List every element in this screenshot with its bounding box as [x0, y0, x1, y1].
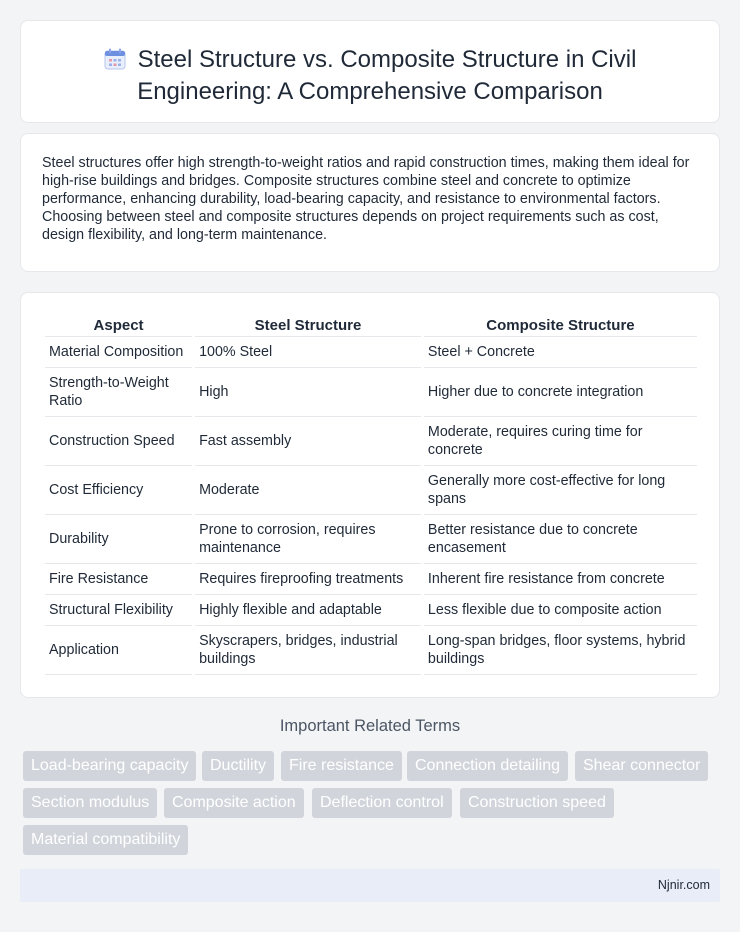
term-chip[interactable]: Composite action: [164, 788, 304, 818]
cell-aspect: Durability: [45, 515, 192, 564]
table-row: [45, 626, 697, 675]
cell-aspect: Construction Speed: [45, 417, 192, 466]
cell-composite: Long-span bridges, floor systems, hybrid buildings: [424, 626, 697, 675]
table-row: [45, 515, 697, 564]
header-steel: Steel Structure: [195, 313, 421, 337]
comparison-table: [42, 313, 700, 675]
calendar-icon: [104, 48, 126, 77]
term-chip[interactable]: Load-bearing capacity: [23, 751, 196, 781]
cell-steel: High: [195, 368, 421, 417]
table-row: [45, 595, 697, 626]
term-chip[interactable]: Shear connector: [575, 751, 708, 781]
cell-aspect: Application: [45, 626, 192, 675]
cell-composite: Better resistance due to concrete encasement: [424, 515, 697, 564]
cell-composite: Less flexible due to composite action: [424, 595, 697, 626]
cell-aspect: Cost Efficiency: [45, 466, 192, 515]
table-row: [45, 466, 697, 515]
title-card: [20, 20, 720, 123]
cell-steel: 100% Steel: [195, 337, 421, 368]
term-chip[interactable]: Connection detailing: [407, 751, 568, 781]
term-chip[interactable]: Fire resistance: [281, 751, 402, 781]
cell-steel: Highly flexible and adaptable: [195, 595, 421, 626]
table-row: [45, 368, 697, 417]
related-terms-title: Important Related Terms: [279, 717, 461, 735]
page-title: [21, 45, 719, 106]
header-composite: Composite Structure: [424, 313, 697, 337]
cell-aspect: Structural Flexibility: [45, 595, 192, 626]
cell-composite: Steel + Concrete: [424, 337, 697, 368]
cell-steel: Prone to corrosion, requires maintenance: [195, 515, 421, 564]
title-line-2: Engineering: A Comprehensive Comparison: [137, 78, 603, 105]
comparison-card: [20, 292, 720, 698]
term-chip[interactable]: Construction speed: [460, 788, 614, 818]
title-line-1: Steel Structure vs. Composite Structure in Civil: [137, 46, 637, 73]
table-row: [45, 337, 697, 368]
term-chip[interactable]: Material compatibility: [23, 825, 188, 855]
cell-composite: Higher due to concrete integration: [424, 368, 697, 417]
header-aspect: Aspect: [45, 313, 192, 337]
intro-paragraph: Steel structures offer high strength-to-weight ratios and rapid construction times, making them ideal for high-rise buildings and bridges. Composite structures combine steel and concrete to optimize performance, enhancing durability, load-bearing capacity, and resistance to environmental factors. Choosing between steel and composite structures depends on project requirements such as cost, design flexibility, and long-term maintenance.: [42, 155, 690, 243]
term-chip[interactable]: Section modulus: [23, 788, 157, 818]
term-chip[interactable]: Ductility: [202, 751, 274, 781]
table-row: [45, 564, 697, 595]
cell-steel: Skyscrapers, bridges, industrial buildings: [195, 626, 421, 675]
footer-bar: [20, 869, 720, 902]
footer-site[interactable]: Njnir.com: [657, 878, 710, 892]
term-chip[interactable]: Deflection control: [312, 788, 452, 818]
cell-aspect: Material Composition: [45, 337, 192, 368]
cell-steel: Requires fireproofing treatments: [195, 564, 421, 595]
cell-composite: Moderate, requires curing time for concrete: [424, 417, 697, 466]
table-header-row: [45, 313, 697, 337]
cell-aspect: Strength-to-Weight Ratio: [45, 368, 192, 417]
cell-steel: Fast assembly: [195, 417, 421, 466]
cell-composite: Generally more cost-effective for long spans: [424, 466, 697, 515]
intro-card: [20, 133, 720, 272]
cell-steel: Moderate: [195, 466, 421, 515]
table-row: [45, 417, 697, 466]
cell-composite: Inherent fire resistance from concrete: [424, 564, 697, 595]
cell-aspect: Fire Resistance: [45, 564, 192, 595]
